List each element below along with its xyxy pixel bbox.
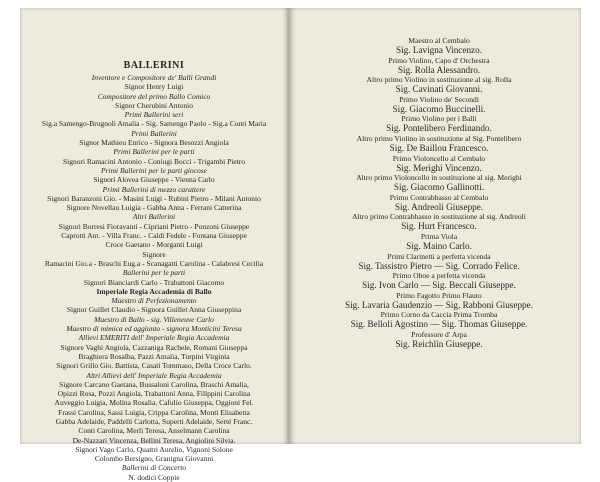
musician-name: Sig. De Baillou Francesco. (389, 142, 489, 153)
musician-name: Sig. Pontelibero Ferdinando. (386, 123, 492, 134)
performer-line: Braghiera Rosalba, Pazzi Amalia, Turpini Virginia (78, 351, 230, 361)
musician-name: Sig. Reichlin Giuseppe. (395, 338, 483, 349)
instrument-role: Altro primo Violino in sostituzione al sig. Rolla (366, 75, 512, 85)
role-heading: Altri Ballerini (132, 212, 176, 222)
performer-line: Signore Carcano Gaetana, Bussaloni Carolina, Braschi Amalia, (59, 379, 249, 389)
instrument-role: Primo Fagotto Primo Flauto (396, 290, 482, 300)
musician-name: Sig. Lavaria Gaudenzio — Sig. Rabboni Giuseppe. (344, 299, 534, 310)
performer-line: Auveggio Luigia, Molina Rosalia, Cafulio Giuseppa, Oggioni Fel. (54, 398, 254, 408)
instrument-role: Professore d' Arpa (411, 329, 467, 339)
musician-name: Sig. Maino Carlo. (406, 240, 472, 251)
musician-name: Sig. Andreoli Giuseppe. (394, 201, 484, 212)
musician-name: Sig. Hurt Francesco. (401, 221, 477, 232)
performer-line: Signori Borresi Fioravanti - Cipriani Pietro - Ponzoni Giuseppe (58, 221, 250, 231)
performer-line: Signori Bianciardi Carlo - Trabattoni Giacomo (83, 277, 225, 287)
performer-line: Signore (142, 249, 166, 259)
section-title: BALLERINI (123, 60, 185, 71)
role-heading: Primi Ballerini (131, 128, 177, 138)
performer-line: Signor Henry Luigi (124, 82, 184, 92)
performer-line: Imperiale Regia Accademia di Ballo (96, 286, 212, 296)
role-heading: Altri Allievi dell' Imperiale Regia Accademia (86, 370, 222, 380)
musician-name: Sig. Tassistro Pietro — Sig. Corrado Felice. (358, 260, 520, 271)
instrument-role: Primo Oboe a perfetta vicenda (392, 271, 486, 281)
performer-line: De-Nazzari Vincenza, Bellini Teresa, Angiolini Silvia. (72, 435, 236, 445)
role-heading: Compositore del primo Ballo Comico (97, 91, 211, 101)
performer-line: Caprotti Ant. - Villa Franc. - Caldi Fedele - Fontana Giuseppe (61, 231, 247, 241)
role-heading: Allievi EMERITI dell' Imperiale Regia Accademia (78, 333, 230, 343)
musician-name: Sig. Cavinati Giovanni. (395, 84, 483, 95)
performer-line: Sig.a Samengo-Brugnoli Amalia - Sig. Samengo Paolo - Sig.a Conti Maria (41, 119, 267, 129)
instrument-role: Altro primo Violino in sostituzione al Sig. Pontelibero (356, 133, 522, 143)
book-spine (282, 8, 296, 444)
musician-name: Sig. Giacomo Buccinelli. (392, 103, 486, 114)
instrument-role: Prima Viola (420, 231, 458, 241)
performer-line: Signor Mathieu Enrico - Signora Besozzi Angiola (79, 138, 229, 148)
role-heading: Maestro di Perfezionamento (111, 296, 197, 306)
performer-line: Signore Novellau Luigia - Gabba Anna - Ferrani Catterina (66, 203, 242, 213)
role-heading: Primi Ballerini di mezzo carattere (102, 184, 206, 194)
instrument-role: Primo Contrabbasso al Cembalo (389, 192, 489, 202)
performer-line: Frassi Carolina, Sassi Luigia, Crippa Carolina, Monti Elisabetta (58, 407, 250, 417)
musician-name: Sig. Lavigna Vincenzo. (395, 45, 483, 55)
role-heading: Primi Ballerini seri (124, 110, 184, 120)
performer-line: Signori Baranzoni Gio. - Masini Luigi - Rubini Pietro - Milani Antonio (47, 193, 261, 203)
instrument-role: Primo Corno da Caccia Prima Tromba (380, 310, 498, 320)
musician-name: Sig. Ivon Carlo — Sig. Beccali Giuseppe. (362, 280, 516, 291)
performer-line: Signor Guillet Claudio - Signora Guillet Anna Giuseppina (66, 305, 242, 315)
left-page (20, 8, 289, 482)
role-heading: Inventore e Compositore de' Balli Grandi (91, 73, 217, 82)
instrument-role: Altro primo Violoncello in sostituzione al sig. Merighi (356, 173, 522, 183)
instrument-role: Primo Violino, Capo d' Orchestra (388, 55, 490, 65)
role-heading: Maestro di Ballo - sig. Villeneuve Carlo (94, 314, 214, 324)
instrument-role: Maestro al Cembalo (408, 36, 470, 45)
orchestra-list (303, 36, 575, 350)
musician-name: Sig. Merighi Vincenzo. (396, 162, 482, 173)
musician-name: Sig. Rolla Alessandro. (397, 64, 481, 75)
instrument-role: Altro primo Contrabbasso in sostituzione al sig. Andreoli (352, 212, 526, 222)
right-page (288, 8, 581, 444)
open-book (20, 8, 580, 482)
role-heading: Primi Ballerini per le parti giocose (100, 165, 208, 175)
performer-line: Signore Vaghi Angiola, Cazzaniga Rachele, Romani Giuseppa (60, 342, 248, 352)
performer-line: Signori Ramacini Antonio - Coniugi Bocci - Trigambi Pietro (62, 156, 246, 166)
performer-line: Opizzi Rosa, Pozzi Angiola, Trabattoni Anna, Filippini Carolina (57, 389, 251, 399)
performer-line: Croce Gaetano - Morganti Luigi (105, 240, 203, 250)
musician-name: Sig. Belloli Agostino — Sig. Thomas Giuseppe. (350, 319, 528, 330)
performer-line: Signori Vago Carlo, Quattri Aurelio, Vignoni Solone (75, 444, 233, 454)
performer-line: Ramacini Gio.a - Braschi Eug.a - Scanagatti Carolina - Calabresi Cecilia (44, 258, 264, 268)
performer-line: Conti Carolina, Merli Teresa, Anselmann Carolina (78, 426, 230, 436)
ballerini-list (20, 58, 288, 482)
role-heading: Primi Ballerini per le parti (113, 147, 195, 157)
performer-line: Signor Cherubini Antonio (115, 100, 193, 110)
role-heading: Maestro di mimica ed aggiunto - signora Monticini Teresa (66, 324, 242, 334)
performer-line: Signori Alovea Giuseppe - Vienna Carlo (93, 175, 215, 185)
performer-line: Colombo Bersigno, Granigna Giovanni (94, 454, 214, 464)
role-heading: Ballerini di Concerto (121, 463, 187, 473)
instrument-role: Primo Violino per i Balli (401, 114, 477, 124)
performer-line: Signori Grillo Gio. Battista, Casati Tommaso, Della Croce Carlo. (56, 361, 252, 371)
instrument-role: Primo Violoncello al Cembalo (392, 153, 486, 163)
musician-name: Sig. Giacomo Gallinotti. (393, 182, 485, 193)
performer-line: N. dodici Coppie (128, 472, 180, 482)
performer-line: Gabba Adelaide, Paddelli Carlotta, Superti Adelaide, Serté Franc. (55, 416, 253, 426)
instrument-role: Primo Violino de' Secondi (399, 94, 479, 104)
role-heading: Ballerini per le parti (122, 268, 186, 278)
instrument-role: Primi Clarinetti a perfetta vicenda (387, 251, 491, 261)
